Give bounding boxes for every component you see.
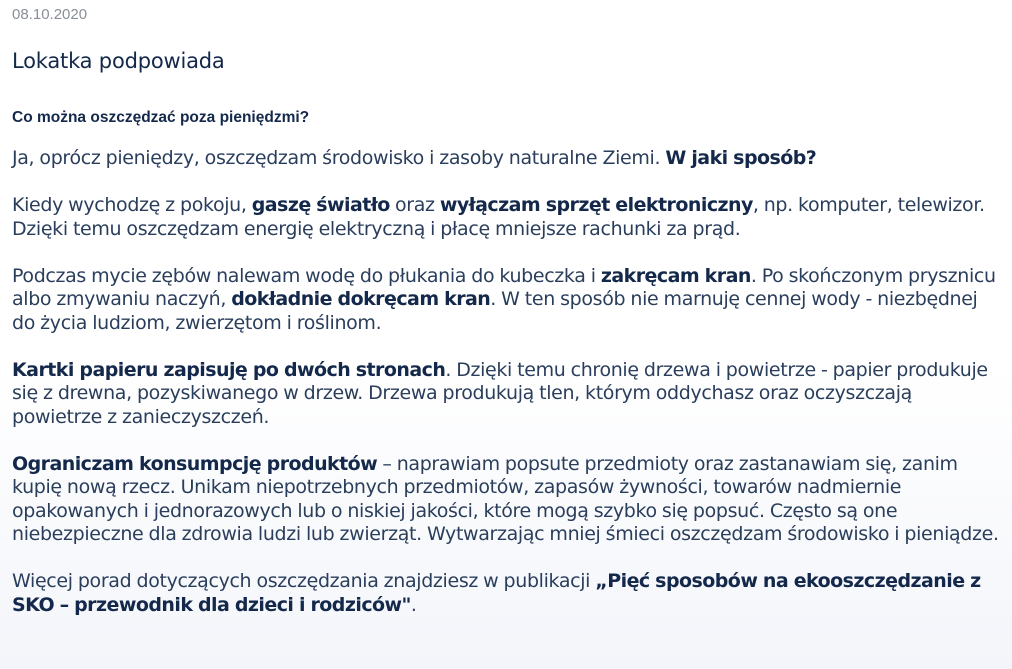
paragraph-text: Podczas mycie zębów nalewam wodę do płukania do kubeczka i <box>12 264 601 287</box>
paragraph-paper <box>12 359 1000 430</box>
paragraph-text: . W ten sposób nie marnuję cennej wody - niezbędnej do życia ludziom, zwierzętom i roślinom. <box>12 288 978 334</box>
paragraph-text: , np. komputer, telewizor. Dzięki temu oszczędzam energię elektryczną i płacę mniejsze rachunki za prąd. <box>12 194 985 240</box>
article-title: Lokatka podpowiada <box>12 49 225 73</box>
publication-title: „Pięć sposobów na ekooszczędzanie z SKO – przewodnik dla dzieci i rodziców" <box>12 570 981 616</box>
paragraph-bold-text: Ograniczam konsumpcję produktów <box>12 452 378 475</box>
paragraph-text: Kiedy wychodzę z pokoju, <box>12 194 252 216</box>
paragraph-intro <box>12 147 1000 171</box>
paragraph-bold-text: wyłączam sprzęt elektroniczny <box>439 194 753 216</box>
paragraph-text: Więcej porad dotyczących oszczędzania znajdziesz w publikacji <box>12 570 596 592</box>
paragraph-publication <box>12 570 1000 617</box>
publish-date: 08.10.2020 <box>12 6 88 23</box>
paragraph-electricity <box>12 194 1000 241</box>
paragraph-text: . <box>410 593 417 616</box>
article-subtitle: Co można oszczędzać poza pieniędzmi? <box>12 109 310 126</box>
paragraph-text: . Po skończonym prysznicu albo zmywaniu naczyń, <box>12 264 996 310</box>
paragraph-bold-text: Kartki papieru zapisuję po dwóch stronach <box>12 358 446 381</box>
paragraph-text: – naprawiam popsute przedmioty oraz zastanawiam się, zanim kupię nową rzecz. Unikam niepotrzebnych przedmiotów, zapasów żywności, towarów nadmiernie opakowanych i jednorazowych lub o niskiej jakości, które mogą szybko się popsuć. Często są one niebezpieczne dla zdrowia ludzi lub zwierząt. Wytwarzając mniej śmieci oszczędzam środowisko i pieniądze. <box>12 452 999 545</box>
paragraph-text: oraz <box>389 194 440 216</box>
paragraph-bold-text: gaszę światło <box>251 194 390 216</box>
paragraph-consumption <box>12 453 1000 547</box>
paragraph-water <box>12 265 1000 336</box>
paragraph-text: Ja, oprócz pieniędzy, oszczędzam środowisko i zasoby naturalne Ziemi. <box>12 147 666 169</box>
paragraph-bold-text: W jaki sposób? <box>665 147 817 169</box>
paragraph-bold-text: zakręcam kran <box>600 264 751 287</box>
paragraph-bold-text: dokładnie dokręcam kran <box>231 288 491 310</box>
paragraph-text: . Dzięki temu chronię drzewa i powietrze - papier produkuje się z drewna, pozyskiwanego w drzew. Drzewa produkują tlen, którym oddychasz oraz oczyszczają powietrze z zanieczyszczeń. <box>12 358 988 428</box>
